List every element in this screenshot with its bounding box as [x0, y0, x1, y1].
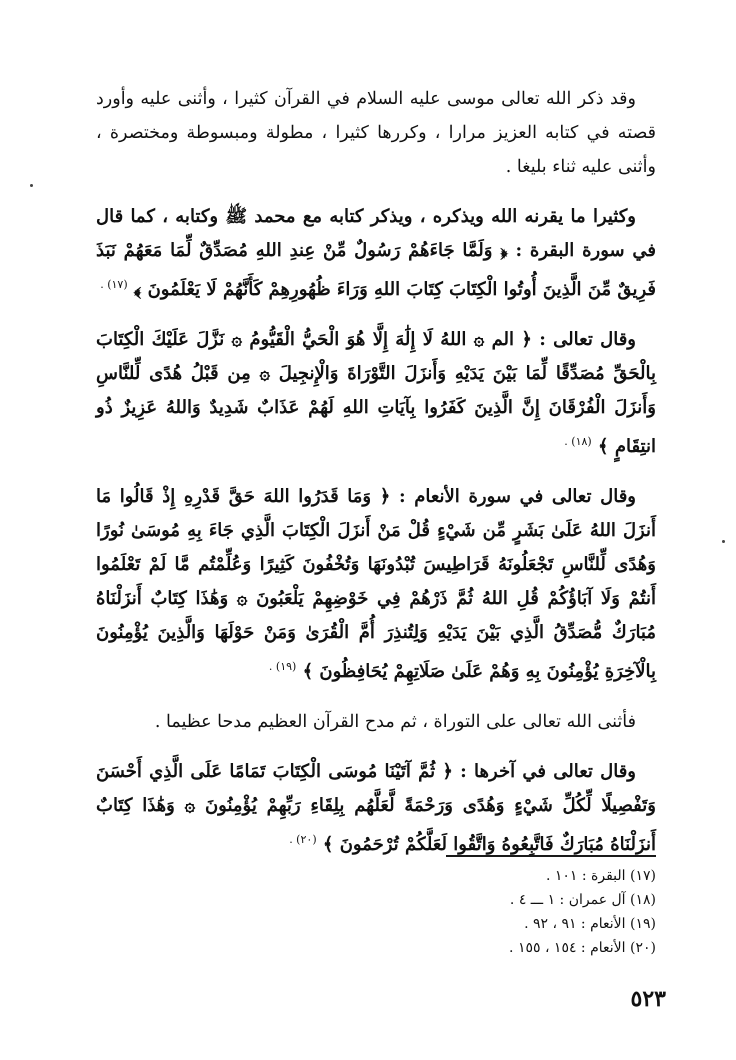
scan-speck — [722, 540, 725, 543]
main-text-block — [96, 82, 656, 878]
paragraph-1 — [96, 82, 656, 184]
paragraph-5-text: فأثنى الله تعالى على التوراة ، ثم مدح القرآن العظيم مدحا عظيما . — [154, 712, 636, 732]
paragraph-2 — [96, 200, 656, 307]
paragraph-5 — [96, 705, 656, 739]
paragraph-2-footnote-ref: (١٧) . — [100, 278, 128, 291]
paragraph-6-footnote-ref: (٢٠) . — [289, 833, 317, 846]
footnotes — [400, 864, 656, 960]
page-number: ٥٢٣ — [630, 986, 666, 1012]
paragraph-2-text: وكثيرا ما يقرنه الله ويذكره ، ويذكر كتابه مع محمد ﷺ وكتابه ، كما قال في سورة البقرة : ﴿ وَلَمَّا جَاءَهُمْ رَسُولٌ مِّنْ عِندِ اللهِ مُصَدِّقٌ لِّمَا مَعَهُمْ نَبَذَ فَرِيقٌ مِّنَ الَّذِينَ أُوتُوا الْكِتَابَ كِتَابَ اللهِ وَرَاءَ ظُهُورِهِمْ كَأَنَّهُمْ لَا يَعْلَمُونَ ﴾ — [96, 206, 656, 300]
paragraph-4 — [96, 480, 656, 689]
paragraph-3-footnote-ref: (١٨) . — [564, 435, 592, 448]
footnote-17: (١٧) البقرة : ١٠١ . — [545, 868, 656, 884]
paragraph-6-text: وقال تعالى في آخرها : ﴿ ثُمَّ آتَيْنَا مُوسَى الْكِتَابَ تَمَامًا عَلَى الَّذِي أَحْسَنَ وَتَفْصِيلًا لِّكُلِّ شَيْءٍ وَهُدًى وَرَحْمَةً لَّعَلَّهُم بِلِقَاءِ رَبِّهِمْ يُؤْمِنُونَ ۞ وَهَٰذَا كِتَابٌ أَنزَلْنَاهُ مُبَارَكٌ فَاتَّبِعُوهُ وَاتَّقُوا لَعَلَّكُمْ تُرْحَمُونَ ﴾ — [96, 761, 656, 855]
paragraph-4-footnote-ref: (١٩) . — [268, 660, 297, 673]
footnote-divider — [446, 855, 656, 857]
paragraph-3-text: وقال تعالى : ﴿ الم ۞ اللهُ لَا إِلَٰهَ إِلَّا هُوَ الْحَيُّ الْقَيُّومُ ۞ نَزَّلَ عَلَيْكَ الْكِتَابَ بِالْحَقِّ مُصَدِّقًا لِّمَا بَيْنَ يَدَيْهِ وَأَنزَلَ التَّوْرَاةَ وَالْإِنجِيلَ ۞ مِن قَبْلُ هُدًى لِّلنَّاسِ وَأَنزَلَ الْفُرْقَانَ إِنَّ الَّذِينَ كَفَرُوا بِآيَاتِ اللهِ لَهُمْ عَذَابٌ شَدِيدٌ وَاللهُ عَزِيزٌ ذُو انتِقَامٍ ﴾ — [96, 329, 656, 457]
paragraph-4-text: وقال تعالى في سورة الأنعام : ﴿ وَمَا قَدَرُوا اللهَ حَقَّ قَدْرِهِ إِذْ قَالُوا مَا أَنزَلَ اللهُ عَلَىٰ بَشَرٍ مِّن شَيْءٍ قُلْ مَنْ أَنزَلَ الْكِتَابَ الَّذِي جَاءَ بِهِ مُوسَىٰ نُورًا وَهُدًى لِّلنَّاسِ تَجْعَلُونَهُ قَرَاطِيسَ تُبْدُونَهَا وَتُخْفُونَ كَثِيرًا وَعُلِّمْتُم مَّا لَمْ تَعْلَمُوا أَنتُمْ وَلَا آبَاؤُكُمْ قُلِ اللهُ ثُمَّ ذَرْهُمْ فِي خَوْضِهِمْ يَلْعَبُونَ ۞ وَهَٰذَا كِتَابٌ أَنزَلْنَاهُ مُبَارَكٌ مُّصَدِّقُ الَّذِي بَيْنَ يَدَيْهِ وَلِتُنذِرَ أُمَّ الْقُرَىٰ وَمَنْ حَوْلَهَا وَالَّذِينَ يُؤْمِنُونَ بِالْآخِرَةِ يُؤْمِنُونَ بِهِ وَهُمْ عَلَىٰ صَلَاتِهِمْ يُحَافِظُونَ ﴾ — [96, 486, 656, 682]
footnote-18: (١٨) آل عمران : ١ ـــ ٤ . — [509, 892, 656, 908]
footnote-20: (٢٠) الأنعام : ١٥٤ ، ١٥٥ . — [509, 940, 656, 956]
paragraph-6 — [96, 755, 656, 862]
footnote-19: (١٩) الأنعام : ٩١ ، ٩٢ . — [524, 916, 656, 932]
paragraph-1-text: وقد ذكر الله تعالى موسى عليه السلام في القرآن كثيرا ، وأثنى عليه وأورد قصته في كتابه العزيز مرارا ، وكررها كثيرا ، مطولة ومبسوطة ومختصرة ، وأثنى عليه ثناء بليغا . — [96, 89, 656, 177]
scan-speck — [30, 184, 33, 187]
paragraph-3 — [96, 323, 656, 464]
